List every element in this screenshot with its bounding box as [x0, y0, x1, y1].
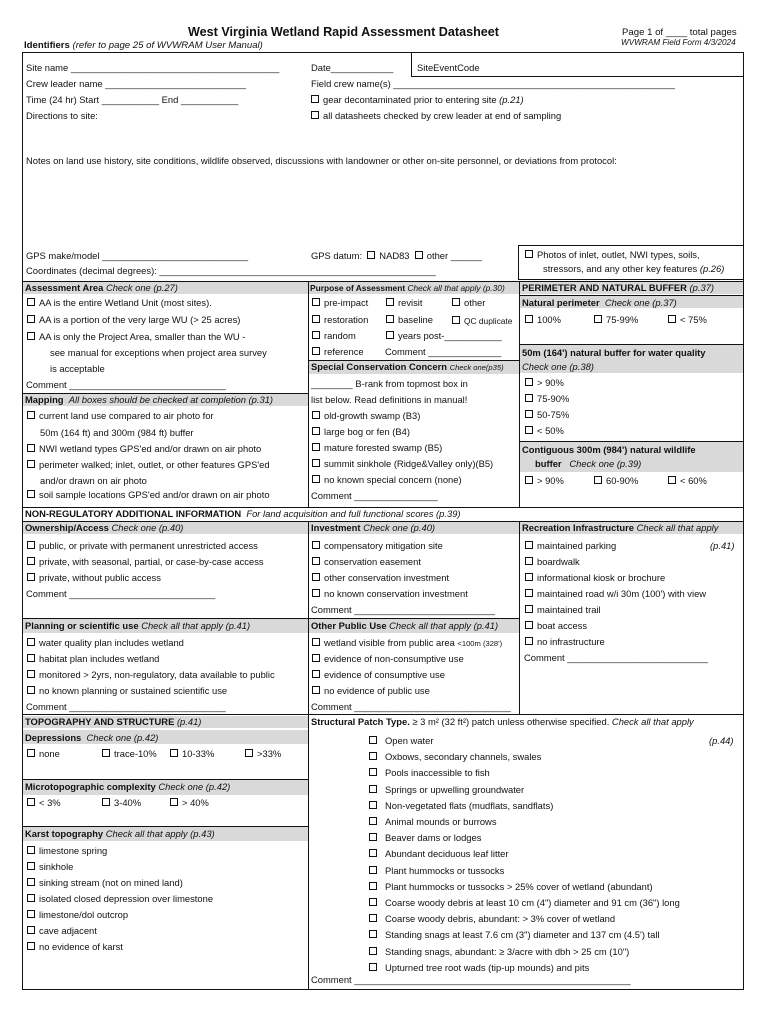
- buffer50-heading: 50m (164') natural buffer for water quality: [522, 347, 706, 358]
- special-sinkhole-checkbox[interactable]: summit sinkhole (Ridge&Valley only)(B5): [312, 459, 493, 470]
- recreation-road-checkbox[interactable]: maintained road w/i 30m (100') with view: [525, 589, 706, 600]
- checkbox-icon: [525, 394, 533, 402]
- structural-heading: Structural Patch Type. ≥ 3 m² (32 ft²) patch unless otherwise specified. Check all that apply: [311, 716, 694, 727]
- buffer50-note: Check one (p.38): [522, 361, 594, 372]
- recreation-comment-field[interactable]: Comment ___________________________: [524, 652, 709, 663]
- purpose-random-checkbox[interactable]: random: [312, 331, 356, 342]
- structural-item-label: Non-vegetated flats (mudflats, sandflats): [385, 799, 554, 811]
- structural-item-checkbox[interactable]: [369, 898, 680, 909]
- investment-heading: Investment Check one (p.40): [311, 522, 436, 533]
- checkbox-icon: [312, 459, 320, 467]
- checkbox-icon: [27, 846, 35, 854]
- karst-outcrop-checkbox[interactable]: limestone/dol outcrop: [27, 910, 128, 921]
- checkbox-icon: [245, 749, 253, 757]
- planning-none-checkbox[interactable]: no known planning or sustained scientific use: [27, 686, 227, 697]
- checkbox-icon: [27, 460, 35, 468]
- checkbox-icon: [27, 315, 35, 323]
- ownership-seasonal-option[interactable]: private, with seasonal, partial, or case-by-case access: [27, 557, 264, 568]
- divider: [22, 618, 519, 619]
- page-count[interactable]: Page 1 of ____ total pages: [622, 27, 737, 38]
- topography-heading: TOPOGRAPHY AND STRUCTURE (p.41): [25, 716, 202, 727]
- aa-project-option[interactable]: AA is only the Project Area, smaller than the WU -: [27, 332, 245, 343]
- checkbox-icon: [369, 947, 377, 955]
- investment-easement-option[interactable]: conservation easement: [312, 557, 421, 568]
- checkbox-icon: [27, 862, 35, 870]
- perimeter-100-option[interactable]: 100%: [525, 315, 561, 326]
- assessment-area-heading: Assessment Area Check one (p.27): [25, 282, 178, 293]
- checkbox-icon: [27, 878, 35, 886]
- checkbox-icon: [170, 749, 178, 757]
- structural-item-label: Abundant deciduous leaf litter: [385, 848, 509, 860]
- checkbox-icon: [27, 332, 35, 340]
- structural-item-checkbox[interactable]: [369, 833, 481, 844]
- checkbox-icon: [369, 801, 377, 809]
- ownership-comment-field[interactable]: Comment ____________________________: [26, 588, 216, 599]
- recreation-trail-checkbox[interactable]: maintained trail: [525, 605, 601, 616]
- checkbox-icon: [525, 605, 533, 613]
- mapping-perimeter-text: and/or drawn on air photo: [40, 475, 147, 486]
- checkbox-icon: [27, 798, 35, 806]
- checkbox-icon: [27, 638, 35, 646]
- checkbox-icon: [452, 316, 460, 324]
- structural-item-label: Springs or upwelling groundwater: [385, 783, 525, 795]
- checkbox-icon: [27, 411, 35, 419]
- time-field[interactable]: Time (24 hr) Start ___________ End ___________: [26, 94, 239, 105]
- structural-item-checkbox[interactable]: [369, 849, 509, 860]
- divider: [519, 281, 520, 508]
- checkbox-icon: [525, 476, 533, 484]
- checkbox-icon: [312, 573, 320, 581]
- checkbox-icon: [415, 251, 423, 259]
- checkbox-icon: [525, 410, 533, 418]
- checkbox-icon: [312, 475, 320, 483]
- recreation-boardwalk-checkbox[interactable]: boardwalk: [525, 557, 580, 568]
- planning-comment-field[interactable]: Comment ______________________________: [26, 701, 226, 712]
- mapping-nwi-checkbox[interactable]: NWI wetland types GPS'ed and/or drawn on air photo: [27, 444, 261, 455]
- directions-label: Directions to site:: [26, 110, 98, 121]
- planning-habitat-checkbox[interactable]: habitat plan includes wetland: [27, 654, 159, 665]
- checkbox-icon: [369, 866, 377, 874]
- checkbox-icon: [27, 926, 35, 934]
- checkbox-icon: [27, 749, 35, 757]
- structural-item-checkbox[interactable]: [369, 736, 433, 747]
- checkbox-icon: [312, 347, 320, 355]
- buffer300-60-90-option[interactable]: 60-90%: [594, 476, 638, 487]
- public-nonconsumptive-checkbox[interactable]: evidence of non-consumptive use: [312, 654, 464, 665]
- depressions-trace-option[interactable]: trace-10%: [102, 749, 157, 760]
- structural-item-checkbox[interactable]: [369, 801, 553, 812]
- checkbox-icon: [27, 557, 35, 565]
- karst-sinkhole-checkbox[interactable]: sinkhole: [27, 862, 73, 873]
- site-event-code-field[interactable]: SiteEventCode: [417, 62, 480, 73]
- checkbox-icon: [312, 298, 320, 306]
- crew-leader-field[interactable]: Crew leader name ___________________________: [26, 78, 246, 89]
- structural-item-checkbox[interactable]: [369, 930, 660, 941]
- aa-comment-field[interactable]: Comment ______________________________: [26, 379, 226, 390]
- recreation-kiosk-checkbox[interactable]: informational kiosk or brochure: [525, 573, 665, 584]
- form-version: WVWRAM Field Form 4/3/2024: [621, 38, 736, 47]
- nad83-checkbox[interactable]: NAD83: [367, 250, 409, 261]
- checkbox-icon: [386, 315, 394, 323]
- form-title: West Virginia Wetland Rapid Assessment Datasheet: [188, 25, 499, 39]
- checkbox-icon: [369, 817, 377, 825]
- micro-3-40-option[interactable]: 3-40%: [102, 798, 141, 809]
- depressions-10-33-option[interactable]: 10-33%: [170, 749, 214, 760]
- purpose-comment-field[interactable]: Comment ______________: [385, 346, 502, 357]
- depressions-none-option[interactable]: none: [27, 749, 60, 760]
- checkbox-icon: [312, 427, 320, 435]
- checkbox-icon: [386, 298, 394, 306]
- buffer300-lt60-option[interactable]: < 60%: [668, 476, 707, 487]
- karst-spring-checkbox[interactable]: limestone spring: [27, 846, 107, 857]
- structural-item-label: Upturned tree root wads (tip-up mounds) and pits: [385, 961, 590, 973]
- purpose-heading: Purpose of Assessment Check all that apply (p.30): [310, 283, 505, 293]
- buffer50-gt90-option[interactable]: > 90%: [525, 378, 564, 389]
- checkbox-icon: [102, 749, 110, 757]
- depressions-gt33-option[interactable]: >33%: [245, 749, 281, 760]
- checkbox-icon: [525, 315, 533, 323]
- checkbox-icon: [27, 670, 35, 678]
- divider: [22, 714, 744, 715]
- checkbox-icon: [525, 250, 533, 258]
- structural-item-checkbox[interactable]: [369, 866, 504, 877]
- checkbox-icon: [668, 315, 676, 323]
- ownership-private-option[interactable]: private, without public access: [27, 573, 161, 584]
- recreation-ref: (p.41): [710, 540, 735, 551]
- divider: [22, 779, 308, 780]
- structural-item-label: Pools inaccessible to fish: [385, 767, 490, 779]
- purpose-other-checkbox[interactable]: other: [452, 298, 485, 309]
- divider: [308, 281, 309, 508]
- recreation-boat-checkbox[interactable]: boat access: [525, 621, 587, 632]
- structural-item-checkbox[interactable]: [369, 882, 653, 893]
- structural-item-checkbox[interactable]: [369, 768, 490, 779]
- aa-project-text: see manual for exceptions when project area survey: [50, 347, 267, 358]
- mapping-perimeter-checkbox[interactable]: perimeter walked; inlet, outlet, or other features GPS'ed: [27, 460, 270, 471]
- identifiers-heading: Identifiers (refer to page 25 of WVWRAM User Manual): [24, 40, 263, 51]
- checkbox-icon: [312, 670, 320, 678]
- karst-none-checkbox[interactable]: no evidence of karst: [27, 942, 123, 953]
- buffer300-gt90-option[interactable]: > 90%: [525, 476, 564, 487]
- recreation-none-checkbox[interactable]: no infrastructure: [525, 637, 605, 648]
- structural-ref: (p.44): [709, 735, 734, 746]
- checkbox-icon: [312, 686, 320, 694]
- checkbox-icon: [312, 638, 320, 646]
- public-use-heading: Other Public Use Check all that apply (p.41): [311, 620, 499, 631]
- buffer50-lt50-option[interactable]: < 50%: [525, 426, 564, 437]
- perimeter-heading: PERIMETER AND NATURAL BUFFER (p.37): [522, 282, 715, 293]
- checkbox-icon: [312, 654, 320, 662]
- purpose-baseline-checkbox[interactable]: baseline: [386, 315, 433, 326]
- checkbox-icon: [102, 798, 110, 806]
- recreation-heading: Recreation Infrastructure Check all that apply: [522, 522, 719, 533]
- checkbox-icon: [27, 298, 35, 306]
- special-comment-field[interactable]: Comment ________________: [311, 490, 438, 501]
- checkbox-icon: [369, 736, 377, 744]
- structural-item-label: Plant hummocks or tussocks: [385, 864, 505, 876]
- structural-item-label: Open water: [385, 735, 434, 746]
- checkbox-icon: [452, 298, 460, 306]
- checkbox-icon: [311, 111, 319, 119]
- mapping-soil-checkbox[interactable]: soil sample locations GPS'ed and/or drawn on air photo: [27, 490, 270, 501]
- structural-item-checkbox[interactable]: [369, 785, 524, 796]
- divider: [519, 295, 744, 296]
- investment-comment-field[interactable]: Comment ___________________________: [311, 604, 496, 615]
- field-crew-field[interactable]: Field crew name(s) ______________________________________________________: [311, 78, 675, 89]
- checkbox-icon: [369, 882, 377, 890]
- divider: [308, 714, 309, 990]
- structural-item-label: Coarse woody debris, abundant: > 3% cover of wetland: [385, 913, 616, 925]
- site-name-field[interactable]: Site name ________________________________________: [26, 62, 280, 73]
- checkbox-icon: [525, 589, 533, 597]
- coordinates-field[interactable]: Coordinates (decimal degrees): _____________________________________________________: [26, 265, 436, 276]
- checkbox-icon: [369, 768, 377, 776]
- special-bog-checkbox[interactable]: large bog or fen (B4): [312, 427, 410, 438]
- structural-item-label: Animal mounds or burrows: [385, 816, 497, 827]
- datum-other-checkbox[interactable]: other ______: [415, 250, 482, 261]
- depressions-heading: Depressions Check one (p.42): [25, 732, 159, 743]
- checkbox-icon: [525, 621, 533, 629]
- special-swamp-checkbox[interactable]: mature forested swamp (B5): [312, 443, 442, 454]
- photos-text: stressors, and any other key features (p.26): [543, 263, 725, 274]
- karst-heading: Karst topography Check all that apply (p.43): [25, 828, 215, 839]
- public-consumptive-checkbox[interactable]: evidence of consumptive use: [312, 670, 445, 681]
- checkbox-icon: [369, 914, 377, 922]
- buffer300-heading: Contiguous 300m (984') natural wildlife: [522, 444, 696, 455]
- karst-depression-checkbox[interactable]: isolated closed depression over limestone: [27, 894, 213, 905]
- structural-item-checkbox[interactable]: [369, 947, 629, 958]
- checkbox-icon: [312, 557, 320, 565]
- purpose-restoration-checkbox[interactable]: restoration: [312, 315, 368, 326]
- checkbox-icon: [386, 331, 394, 339]
- checkbox-icon: [369, 752, 377, 760]
- checkbox-icon: [312, 315, 320, 323]
- checkbox-icon: [525, 573, 533, 581]
- checkbox-icon: [312, 411, 320, 419]
- structural-item-label: Standing snags at least 7.6 cm (3") diameter and 137 cm (4.5') tall: [385, 929, 660, 941]
- checkbox-icon: [27, 910, 35, 918]
- checkbox-icon: [525, 426, 533, 434]
- checkbox-icon: [170, 798, 178, 806]
- checkbox-icon: [525, 378, 533, 386]
- photos-checkbox[interactable]: Photos of inlet, outlet, NWI types, soils,: [525, 250, 700, 261]
- karst-cave-checkbox[interactable]: cave adjacent: [27, 926, 97, 937]
- structural-item-label: Oxbows, secondary channels, swales: [385, 751, 542, 763]
- checkbox-icon: [367, 251, 375, 259]
- checkbox-icon: [594, 476, 602, 484]
- investment-other-option[interactable]: other conservation investment: [312, 573, 449, 584]
- ownership-heading: Ownership/Access Check one (p.40): [25, 522, 184, 533]
- structural-item-checkbox[interactable]: [369, 914, 615, 925]
- mapping-heading: Mapping All boxes should be checked at completion (p.31): [25, 394, 274, 405]
- brank-text: list below. Read definitions in manual!: [311, 394, 468, 405]
- checkbox-icon: [312, 443, 320, 451]
- checkbox-icon: [27, 686, 35, 694]
- mapping-landuse-text: 50m (164 ft) and 300m (984 ft) buffer: [40, 427, 194, 438]
- micro-gt40-option[interactable]: > 40%: [170, 798, 209, 809]
- natural-perimeter-heading: Natural perimeter Check one (p.37): [522, 297, 677, 308]
- purpose-preimpact-checkbox[interactable]: pre-impact: [312, 298, 368, 309]
- checkbox-icon: [668, 476, 676, 484]
- divider: [519, 521, 520, 714]
- brank-field[interactable]: ________ B-rank from topmost box in: [311, 378, 468, 389]
- date-field[interactable]: Date____________: [311, 62, 394, 73]
- micro-heading: Microtopographic complexity Check one (p.42): [25, 781, 231, 792]
- public-visible-checkbox[interactable]: wetland visible from public area <100m (328'): [312, 638, 502, 649]
- checkbox-icon: [27, 490, 35, 498]
- gps-make-field[interactable]: GPS make/model ____________________________: [26, 250, 249, 261]
- aa-entire-option[interactable]: AA is the entire Wetland Unit (most sites).: [27, 298, 212, 309]
- checkbox-icon: [369, 898, 377, 906]
- checkbox-icon: [369, 833, 377, 841]
- micro-lt3-option[interactable]: < 3%: [27, 798, 61, 809]
- aa-project-text: is acceptable: [50, 363, 105, 374]
- divider: [519, 441, 744, 442]
- checkbox-icon: [27, 894, 35, 902]
- checkbox-icon: [312, 589, 320, 597]
- special-concern-heading: Special Conservation Concern Check one(p35): [311, 361, 504, 372]
- purpose-revisit-checkbox[interactable]: revisit: [386, 298, 422, 309]
- recreation-parking-checkbox[interactable]: maintained parking: [525, 541, 616, 552]
- special-oldgrowth-checkbox[interactable]: old-growth swamp (B3): [312, 411, 420, 422]
- purpose-years-checkbox[interactable]: years post-___________: [386, 331, 502, 342]
- structural-item-label: Standing snags, abundant: ≥ 3/acre with dbh > 25 cm (10"): [385, 945, 630, 957]
- divider: [519, 344, 744, 345]
- ownership-public-option[interactable]: public, or private with permanent unrestricted access: [27, 541, 258, 552]
- checkbox-icon: [312, 331, 320, 339]
- purpose-qc-checkbox[interactable]: QC duplicate: [452, 316, 512, 327]
- karst-stream-checkbox[interactable]: sinking stream (not on mined land): [27, 878, 183, 889]
- aa-portion-option[interactable]: AA is a portion of the very large WU (> 25 acres): [27, 315, 240, 326]
- checkbox-icon: [369, 785, 377, 793]
- planning-monitored-checkbox[interactable]: monitored > 2yrs, non-regulatory, data available to public: [27, 670, 275, 681]
- planning-heading: Planning or scientific use Check all that apply (p.41): [25, 620, 251, 631]
- notes-label[interactable]: Notes on land use history, site conditions, wildlife observed, discussions with landowner or other on-site personnel, or deviations from protocol:: [26, 155, 617, 166]
- checkbox-icon: [594, 315, 602, 323]
- divider: [22, 826, 308, 827]
- buffer50-75-90-option[interactable]: 75-90%: [525, 394, 569, 405]
- purpose-reference-checkbox[interactable]: reference: [312, 347, 364, 358]
- checkbox-icon: [369, 849, 377, 857]
- gear-decontaminated-checkbox[interactable]: gear decontaminated prior to entering site (p.21): [311, 95, 524, 106]
- buffer50-50-75-option[interactable]: 50-75%: [525, 410, 569, 421]
- checkbox-icon: [311, 95, 319, 103]
- checkbox-icon: [27, 942, 35, 950]
- structural-item-label: Beaver dams or lodges: [385, 832, 482, 844]
- structural-comment-field[interactable]: Comment _____________________________________________________: [311, 974, 631, 985]
- checkbox-icon: [27, 573, 35, 581]
- checkbox-icon: [27, 444, 35, 452]
- public-none-checkbox[interactable]: no evidence of public use: [312, 686, 430, 697]
- checkbox-icon: [312, 541, 320, 549]
- structural-item-checkbox[interactable]: [369, 963, 589, 974]
- checkbox-icon: [525, 637, 533, 645]
- checkbox-icon: [525, 541, 533, 549]
- checkbox-icon: [27, 654, 35, 662]
- structural-item-label: Plant hummocks or tussocks > 25% cover of wetland (abundant): [385, 880, 653, 892]
- perimeter-lt75-option[interactable]: < 75%: [668, 315, 707, 326]
- investment-none-option[interactable]: no known conservation investment: [312, 589, 468, 600]
- nonreg-heading: NON-REGULATORY ADDITIONAL INFORMATION For land acquisition and full functional scores (p.39): [25, 508, 461, 519]
- mapping-landuse-checkbox[interactable]: current land use compared to air photo for: [27, 411, 214, 422]
- structural-item-label: Coarse woody debris at least 10 cm (4") diameter and 91 cm (36") long: [385, 897, 680, 908]
- structural-item-checkbox[interactable]: [369, 752, 541, 763]
- perimeter-75-99-option[interactable]: 75-99%: [594, 315, 638, 326]
- datasheets-checked-checkbox[interactable]: all datasheets checked by crew leader at end of sampling: [311, 111, 561, 122]
- gps-datum-field: GPS datum: NAD83 other ______: [311, 250, 483, 261]
- structural-item-checkbox[interactable]: [369, 817, 497, 828]
- checkbox-icon: [27, 541, 35, 549]
- investment-mitigation-option[interactable]: compensatory mitigation site: [312, 541, 443, 552]
- planning-waterquality-checkbox[interactable]: water quality plan includes wetland: [27, 638, 184, 649]
- checkbox-icon: [369, 963, 377, 971]
- public-comment-field[interactable]: Comment ______________________________: [311, 701, 511, 712]
- checkbox-icon: [369, 930, 377, 938]
- special-none-checkbox[interactable]: no known special concern (none): [312, 475, 462, 486]
- checkbox-icon: [525, 557, 533, 565]
- buffer300-heading2: buffer Check one (p.39): [535, 458, 642, 469]
